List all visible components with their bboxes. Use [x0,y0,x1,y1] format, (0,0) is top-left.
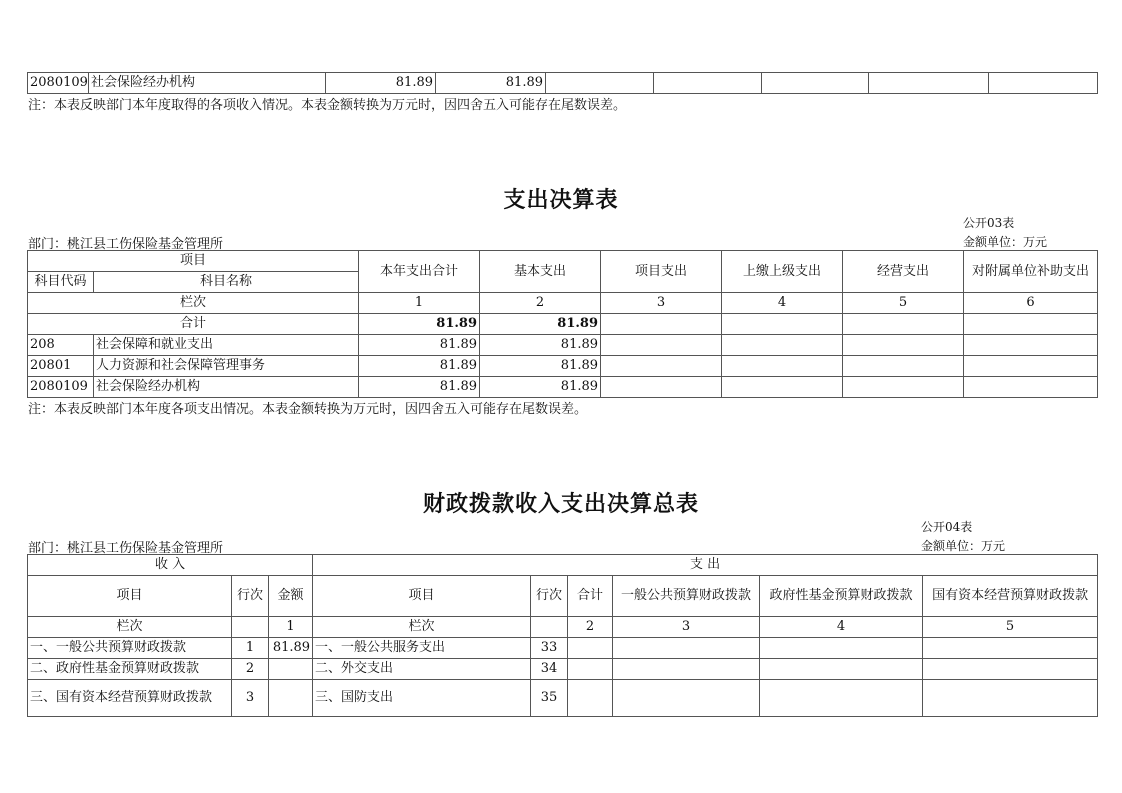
empty-cell [613,638,760,659]
unit-label: 金额单位：万元 [921,539,1006,553]
amount-cell: 81.89 [480,335,601,356]
table-row [28,73,1098,94]
empty-cell [964,356,1098,377]
table-row [28,659,1098,680]
item-header: 项目 [313,576,531,617]
empty-cell [989,73,1098,94]
empty-cell [601,356,722,377]
amount-cell: 81.89 [436,73,546,94]
empty-cell [923,659,1098,680]
table-row [28,356,1098,377]
empty-cell [923,680,1098,717]
row-no-header: 行次 [232,576,269,617]
empty-cell [722,356,843,377]
fiscal-table [27,554,1098,717]
subject-name: 社会保险经办机构 [89,73,326,94]
general-budget-header: 一般公共预算财政拨款 [613,576,760,617]
table-header-row [28,555,1098,576]
income-item: 三、国有资本经营预算财政拨款 [28,680,232,717]
index-label: 栏次 [28,617,232,638]
table-header-row [28,576,1098,617]
income-row-no: 3 [232,680,269,717]
empty-cell [760,638,923,659]
table-code: 公开04表 [921,520,973,534]
index-row [28,293,1098,314]
subject-code: 20801 [28,356,94,377]
empty-cell [613,680,760,717]
total-cell: 81.89 [359,314,480,335]
empty-cell [762,73,869,94]
empty-cell [869,73,989,94]
empty-cell [964,314,1098,335]
col-header: 基本支出 [480,251,601,293]
fiscal-table-title: 财政拨款收入支出决算总表 [422,491,699,517]
empty-cell [601,377,722,398]
empty-cell [843,314,964,335]
department-label: 部门：桃江县工伤保险基金管理所 [28,237,224,252]
empty-cell [760,659,923,680]
amount-cell: 81.89 [359,335,480,356]
index-cell: 4 [722,293,843,314]
empty-cell [843,377,964,398]
empty-cell [964,335,1098,356]
empty-cell [654,73,762,94]
table-code: 公开03表 [963,216,1015,230]
expense-row-no: 33 [531,638,568,659]
subject-code: 2080109 [28,377,94,398]
index-cell: 5 [923,617,1098,638]
state-capital-header: 国有资本经营预算财政拨款 [923,576,1098,617]
subject-code: 2080109 [28,73,89,94]
subject-name: 人力资源和社会保障管理事务 [94,356,359,377]
empty-cell [923,638,1098,659]
empty-cell [601,314,722,335]
expense-header: 支 出 [313,555,1098,576]
total-header: 合计 [568,576,613,617]
total-label: 合计 [28,314,359,335]
income-amount: 81.89 [269,638,313,659]
income-header: 收 入 [28,555,313,576]
col-header: 本年支出合计 [359,251,480,293]
department-label: 部门：桃江县工伤保险基金管理所 [28,541,224,556]
index-cell: 2 [480,293,601,314]
empty-cell [843,356,964,377]
project-header: 项目 [28,251,359,272]
empty-cell [760,680,923,717]
amount-cell: 81.89 [359,377,480,398]
index-cell: 6 [964,293,1098,314]
empty-cell [613,659,760,680]
expense-item: 三、国防支出 [313,680,531,717]
col-header: 对附属单位补助支出 [964,251,1098,293]
empty-cell [568,638,613,659]
table-row [28,680,1098,717]
table-row [28,638,1098,659]
subject-name: 社会保险经办机构 [94,377,359,398]
expense-item: 二、外交支出 [313,659,531,680]
income-table-continuation [27,72,1098,94]
col-header: 项目支出 [601,251,722,293]
expense-row-no: 35 [531,680,568,717]
index-cell: 3 [613,617,760,638]
index-row [28,617,1098,638]
index-cell: 1 [359,293,480,314]
expense-table [27,250,1098,398]
empty-cell [568,659,613,680]
unit-label: 金额单位：万元 [963,235,1048,249]
table-row [28,377,1098,398]
subject-code: 208 [28,335,94,356]
empty-cell [843,335,964,356]
amount-cell: 81.89 [359,356,480,377]
index-cell: 3 [601,293,722,314]
index-cell: 1 [269,617,313,638]
expense-item: 一、一般公共服务支出 [313,638,531,659]
income-amount [269,680,313,717]
empty-cell [232,617,269,638]
amount-cell: 81.89 [326,73,436,94]
empty-cell [546,73,654,94]
amount-header: 金额 [269,576,313,617]
index-cell: 5 [843,293,964,314]
col-header: 经营支出 [843,251,964,293]
expense-table-note: 注：本表反映部门本年度各项支出情况。本表金额转换为万元时，因四舍五入可能存在尾数误差。 [28,402,588,417]
name-header: 科目名称 [94,272,359,293]
amount-cell: 81.89 [480,377,601,398]
expense-row-no: 34 [531,659,568,680]
index-label: 栏次 [313,617,531,638]
empty-cell [568,680,613,717]
index-cell: 4 [760,617,923,638]
table-row [28,335,1098,356]
item-header: 项目 [28,576,232,617]
income-table-note: 注：本表反映部门本年度取得的各项收入情况。本表金额转换为万元时，因四舍五入可能存在尾数误差。 [28,98,627,113]
expense-table-title: 支出决算表 [503,187,619,213]
empty-cell [601,335,722,356]
income-row-no: 2 [232,659,269,680]
code-header: 科目代码 [28,272,94,293]
empty-cell [722,377,843,398]
index-cell: 2 [568,617,613,638]
empty-cell [964,377,1098,398]
row-no-header: 行次 [531,576,568,617]
income-amount [269,659,313,680]
amount-cell: 81.89 [480,356,601,377]
table-header-row [28,251,1098,272]
empty-cell [722,335,843,356]
total-row [28,314,1098,335]
index-label: 栏次 [28,293,359,314]
income-item: 二、政府性基金预算财政拨款 [28,659,232,680]
empty-cell [531,617,568,638]
empty-cell [722,314,843,335]
subject-name: 社会保障和就业支出 [94,335,359,356]
total-cell: 81.89 [480,314,601,335]
income-row-no: 1 [232,638,269,659]
col-header: 上缴上级支出 [722,251,843,293]
income-item: 一、一般公共预算财政拨款 [28,638,232,659]
gov-fund-header: 政府性基金预算财政拨款 [760,576,923,617]
